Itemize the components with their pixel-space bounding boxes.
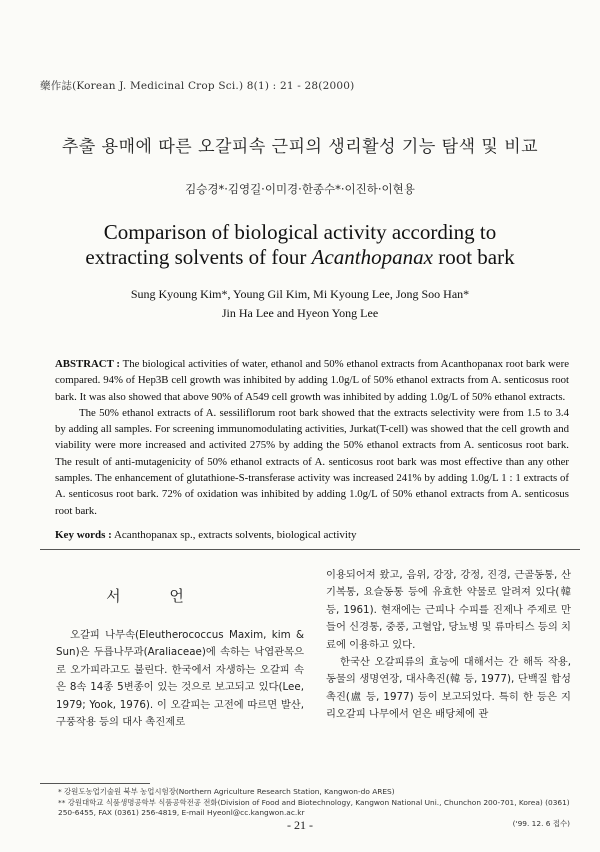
body-left-column — [56, 627, 304, 731]
left-column-paragraph: 오갈피 나무속(Eleutherococcus Maxim, kim & Sun)은 두릅나무과(Araliaceae)에 속하는 낙엽관목으로 오가피라고도 불린다. 한국에서 자생하는 오갈피 속은 8속 14종 5변종이 있는 것으로 보고되고 있다(Lee, 1979; Yook, 1976). 이 오갈피는 고전에 따르면 발산, 구풍작용 등의 대사 촉진제로 — [56, 629, 304, 729]
footnote-2: ** 강원대학교 식품생명공학부 식품공학전공 전화(Division of Food and Biotechnology, Kangwon National Uni., Chunchon 200-701, Korea) (0361) 250-6455, FAX (0361) 256-4819, E-mail Hyeonl@cc.kangwon.ac.kr — [58, 797, 570, 817]
received-date: ('99. 12. 6 접수) — [512, 818, 570, 828]
section-divider — [40, 549, 580, 550]
korean-title: 추출 용매에 따른 오갈피속 근피의 생리활성 기능 탐색 및 비교 — [61, 137, 539, 157]
body-right-column — [326, 567, 571, 724]
page-number: - 21 - — [287, 818, 313, 832]
journal-citation: 藥作誌(Korean J. Medicinal Crop Sci.) 8(1) : 21 - 28(2000) — [40, 80, 355, 92]
footnote-1: * 강원도농업기술원 북부 농업시험장(Northern Agriculture Research Station, Kangwon-do ARES) — [58, 787, 395, 796]
english-title — [0, 220, 600, 270]
english-authors — [0, 285, 600, 323]
english-title-line-1: Comparison of biological activity according to — [103, 220, 497, 244]
keywords-text: Acanthopanax sp., extracts solvents, biological activity — [113, 529, 357, 541]
right-column-paragraph-2: 한국산 오갈피류의 효능에 대해서는 간 해독 작용, 동물의 생명연장, 대사촉진(韓 등, 1977), 단백질 합성촉진(盧 등, 1977) 등이 보고되었다. 특히 한 등은 지리오갈피 나무에서 얻은 배당체에 관 — [326, 656, 571, 721]
keywords-label: Key words : — [55, 529, 112, 541]
abstract — [55, 356, 569, 519]
english-authors-line-2: Jin Ha Lee and Hyeon Yong Lee — [221, 306, 379, 320]
english-title-line-2: extracting solvents of four Acanthopanax root bark — [85, 245, 515, 269]
korean-authors: 김승경*·김영길·이미경·한종수*·이진하·이현용 — [185, 182, 415, 196]
abstract-label: ABSTRACT : — [55, 358, 121, 370]
english-authors-line-1: Sung Kyoung Kim*, Young Gil Kim, Mi Kyoung Lee, Jong Soo Han* — [130, 287, 470, 301]
abstract-paragraph-1: ABSTRACT : The biological activities of water, ethanol and 50% ethanol extracts from Acanthopanax root bark were compared. 94% of Hep3B cell growth was inhibited by adding 1.0g/L of 50% ethanol extracts from A. senticosus root bark. It was also showed that above 90% of A549 cell growth was inhibited by adding 1.0g/L of 50% ethanol extracts. — [55, 358, 569, 403]
footnote-rule — [40, 783, 150, 784]
abstract-paragraph-2: The 50% ethanol extracts of A. sessiliflorum root bark showed that the extracts selectivity were from 1.5 to 3.4 by adding all samples. For screening immunomodulating activities, Jurkat(T-cell) was showed that the cell growth and viability were more increased and activited 275% by adding the 50% ethanol extracts from A. senticosus root bark. The result of anti-mutagenicity of 50% ethanol extracts of A. senticosus root bark was most effective than any other samples. The enhancement of glutathione-S-transferase activity was increased 241% by adding 1.0g/L 1 : 1 extracts of A. senticosus root bark. 72% of oxidation was inhibited by adding 1.0g/L of 50% ethanol extracts from A. senticosus root bark. — [55, 406, 569, 517]
right-column-paragraph-1: 이용되어져 왔고, 음위, 강장, 강정, 진경, 근골동통, 산기복통, 요슬동통 등에 유효한 약물로 알려져 있다(韓 등, 1961). 현재에는 근피나 수피를 진제나 주제로 만들어 신경통, 중풍, 고혈압, 당뇨병 및 류마티스 등의 치료에 이용하고 있다. — [326, 569, 571, 651]
keywords — [55, 529, 569, 541]
section-heading: 서 언 — [106, 587, 206, 605]
